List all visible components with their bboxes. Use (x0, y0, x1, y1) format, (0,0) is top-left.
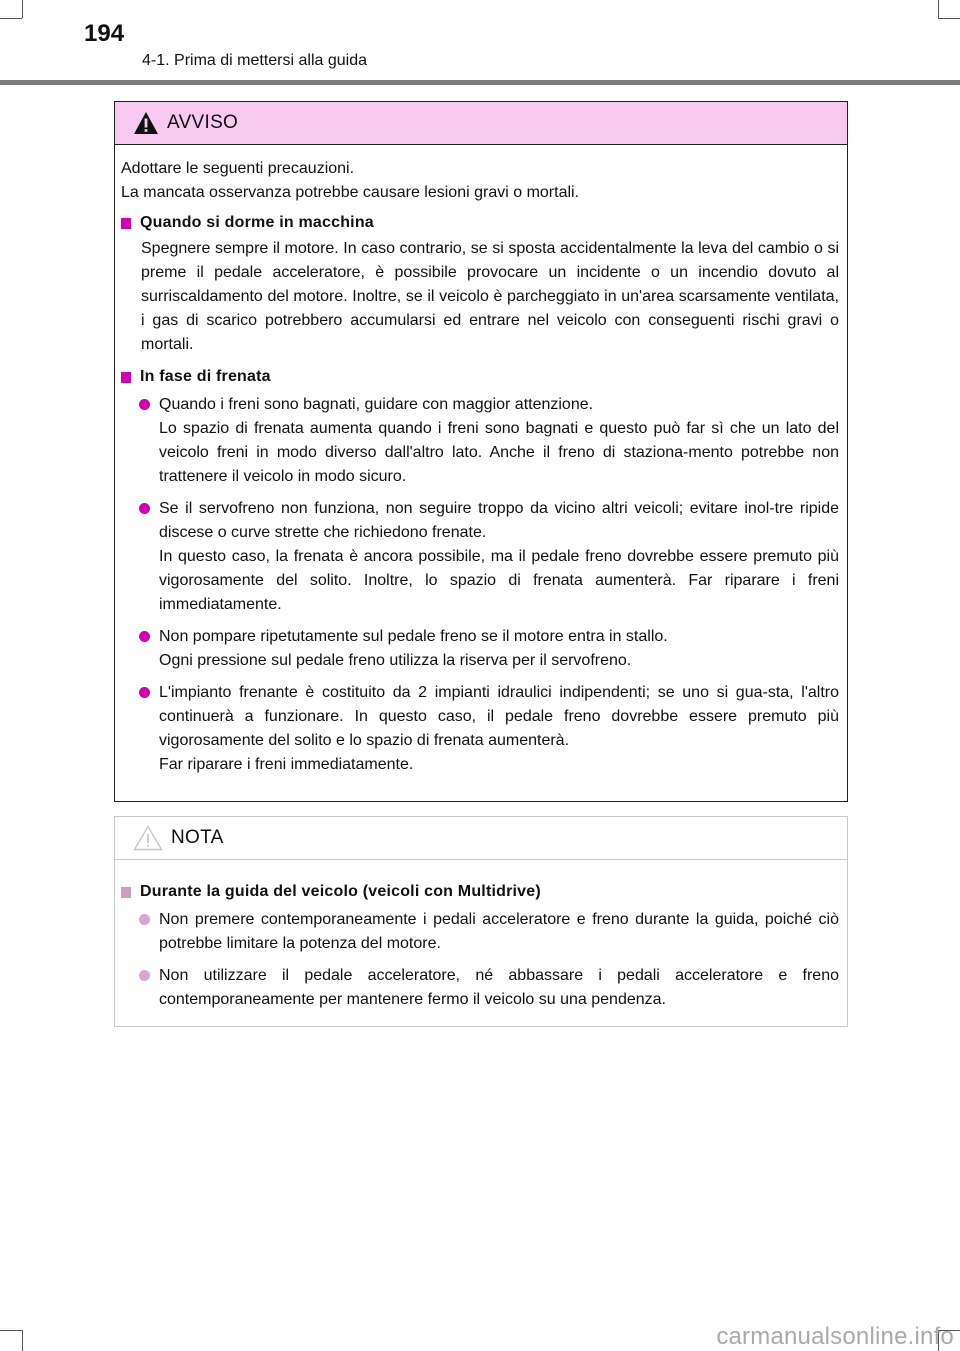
section-title: 4-1. Prima di mettersi alla guida (142, 52, 367, 69)
warning-box (114, 101, 848, 802)
crop-mark (0, 1330, 22, 1331)
topic-heading-text: In fase di frenata (140, 368, 271, 385)
topic-heading (121, 365, 839, 389)
crop-mark (0, 18, 22, 19)
topic-sleeping (121, 211, 839, 357)
bullet-line: Non pompare ripetutamente sul pedale freno se il motore entra in stallo. (159, 628, 668, 645)
bullet-line: In questo caso, la frenata è ancora possibile, ma il pedale freno dovrebbe essere premuto più vigorosamente del solito. Inoltre, lo spazio di frenata aumenterà. Far riparare i freni immediatamente. (159, 548, 839, 613)
bullet-line: Non premere contemporaneamente i pedali acceleratore e freno durante la guida, poiché ciò potrebbe limitare la potenza del motore. (159, 911, 839, 952)
round-bullet-icon (139, 503, 150, 514)
topic-heading-text: Quando si dorme in macchina (140, 214, 374, 231)
page-number: 194 (84, 20, 125, 47)
round-bullet-icon (139, 970, 150, 981)
bullet-line: L'impianto frenante è costituito da 2 impianti idraulici indipendenti; se uno si gua-sta, l'altro continuerà a funzionare. In questo caso, il pedale freno dovrebbe essere premuto più vigorosamente del solito e lo spazio di frenata aumenterà. (159, 684, 839, 749)
topic-heading (121, 211, 839, 235)
round-bullet-icon (139, 631, 150, 642)
list-item (121, 393, 839, 489)
warning-title: AVVISO (167, 112, 239, 133)
warning-intro (121, 157, 839, 205)
crop-mark (22, 0, 23, 18)
bullet-line: Ogni pressione sul pedale freno utilizza la riserva per il servofreno. (159, 652, 632, 669)
warning-body (115, 145, 847, 777)
list-item (121, 908, 839, 956)
topic-multidrive (121, 880, 839, 1012)
crop-mark (938, 18, 960, 19)
list-item (121, 964, 839, 1012)
list-item (121, 625, 839, 673)
bullet-line: Quando i freni sono bagnati, guidare con maggior attenzione. (159, 396, 594, 413)
bullet-line: Lo spazio di frenata aumenta quando i freni sono bagnati e questo può far sì che un lato del veicolo freni in modo diverso dall'altro lato. Anche il freno di staziona-mento potrebbe non trattenere il veicolo in modo sicuro. (159, 420, 839, 485)
watermark: carmanualsonline.info (716, 1323, 954, 1350)
round-bullet-icon (139, 914, 150, 925)
bullet-line: Non utilizzare il pedale acceleratore, né abbassare i pedali acceleratore e freno contemporaneamente per mantenere fermo il veicolo su una pendenza. (159, 967, 839, 1008)
caution-triangle-icon (133, 825, 163, 851)
notice-title: NOTA (171, 827, 224, 848)
square-bullet-icon (121, 372, 131, 383)
warning-triangle-icon (133, 111, 159, 135)
notice-box (114, 816, 848, 1027)
round-bullet-icon (139, 687, 150, 698)
topic-braking (121, 365, 839, 777)
warning-header (115, 102, 847, 145)
round-bullet-icon (139, 399, 150, 410)
intro-line: La mancata osservanza potrebbe causare lesioni gravi o mortali. (121, 184, 580, 201)
intro-line: Adottare le seguenti precauzioni. (121, 160, 355, 177)
bullet-line: Far riparare i freni immediatamente. (159, 756, 414, 773)
list-item (121, 497, 839, 617)
list-item (121, 681, 839, 777)
header-rule (0, 80, 960, 85)
square-bullet-icon (121, 887, 131, 898)
crop-mark (938, 0, 939, 18)
topic-heading-text: Durante la guida del veicolo (veicoli con Multidrive) (140, 883, 541, 900)
crop-mark (22, 1330, 23, 1351)
topic-heading (121, 880, 839, 904)
bullet-line: Se il servofreno non funziona, non seguire troppo da vicino altri veicoli; evitare inol-tre ripide discese o curve strette che richiedono frenate. (159, 500, 839, 541)
square-bullet-icon (121, 218, 131, 229)
topic-text: Spegnere sempre il motore. In caso contrario, se si sposta accidentalmente la leva del cambio o si preme il pedale acceleratore, è possibile provocare un incidente o un incendio dovuto al surriscaldamento del motore. Inoltre, se il veicolo è parcheggiato in un'area scarsamente ventilata, i gas di scarico potrebbero accumularsi ed entrare nel veicolo con conseguenti rischi gravi o mortali. (141, 240, 839, 353)
notice-header (115, 817, 847, 860)
notice-body (115, 860, 847, 1012)
